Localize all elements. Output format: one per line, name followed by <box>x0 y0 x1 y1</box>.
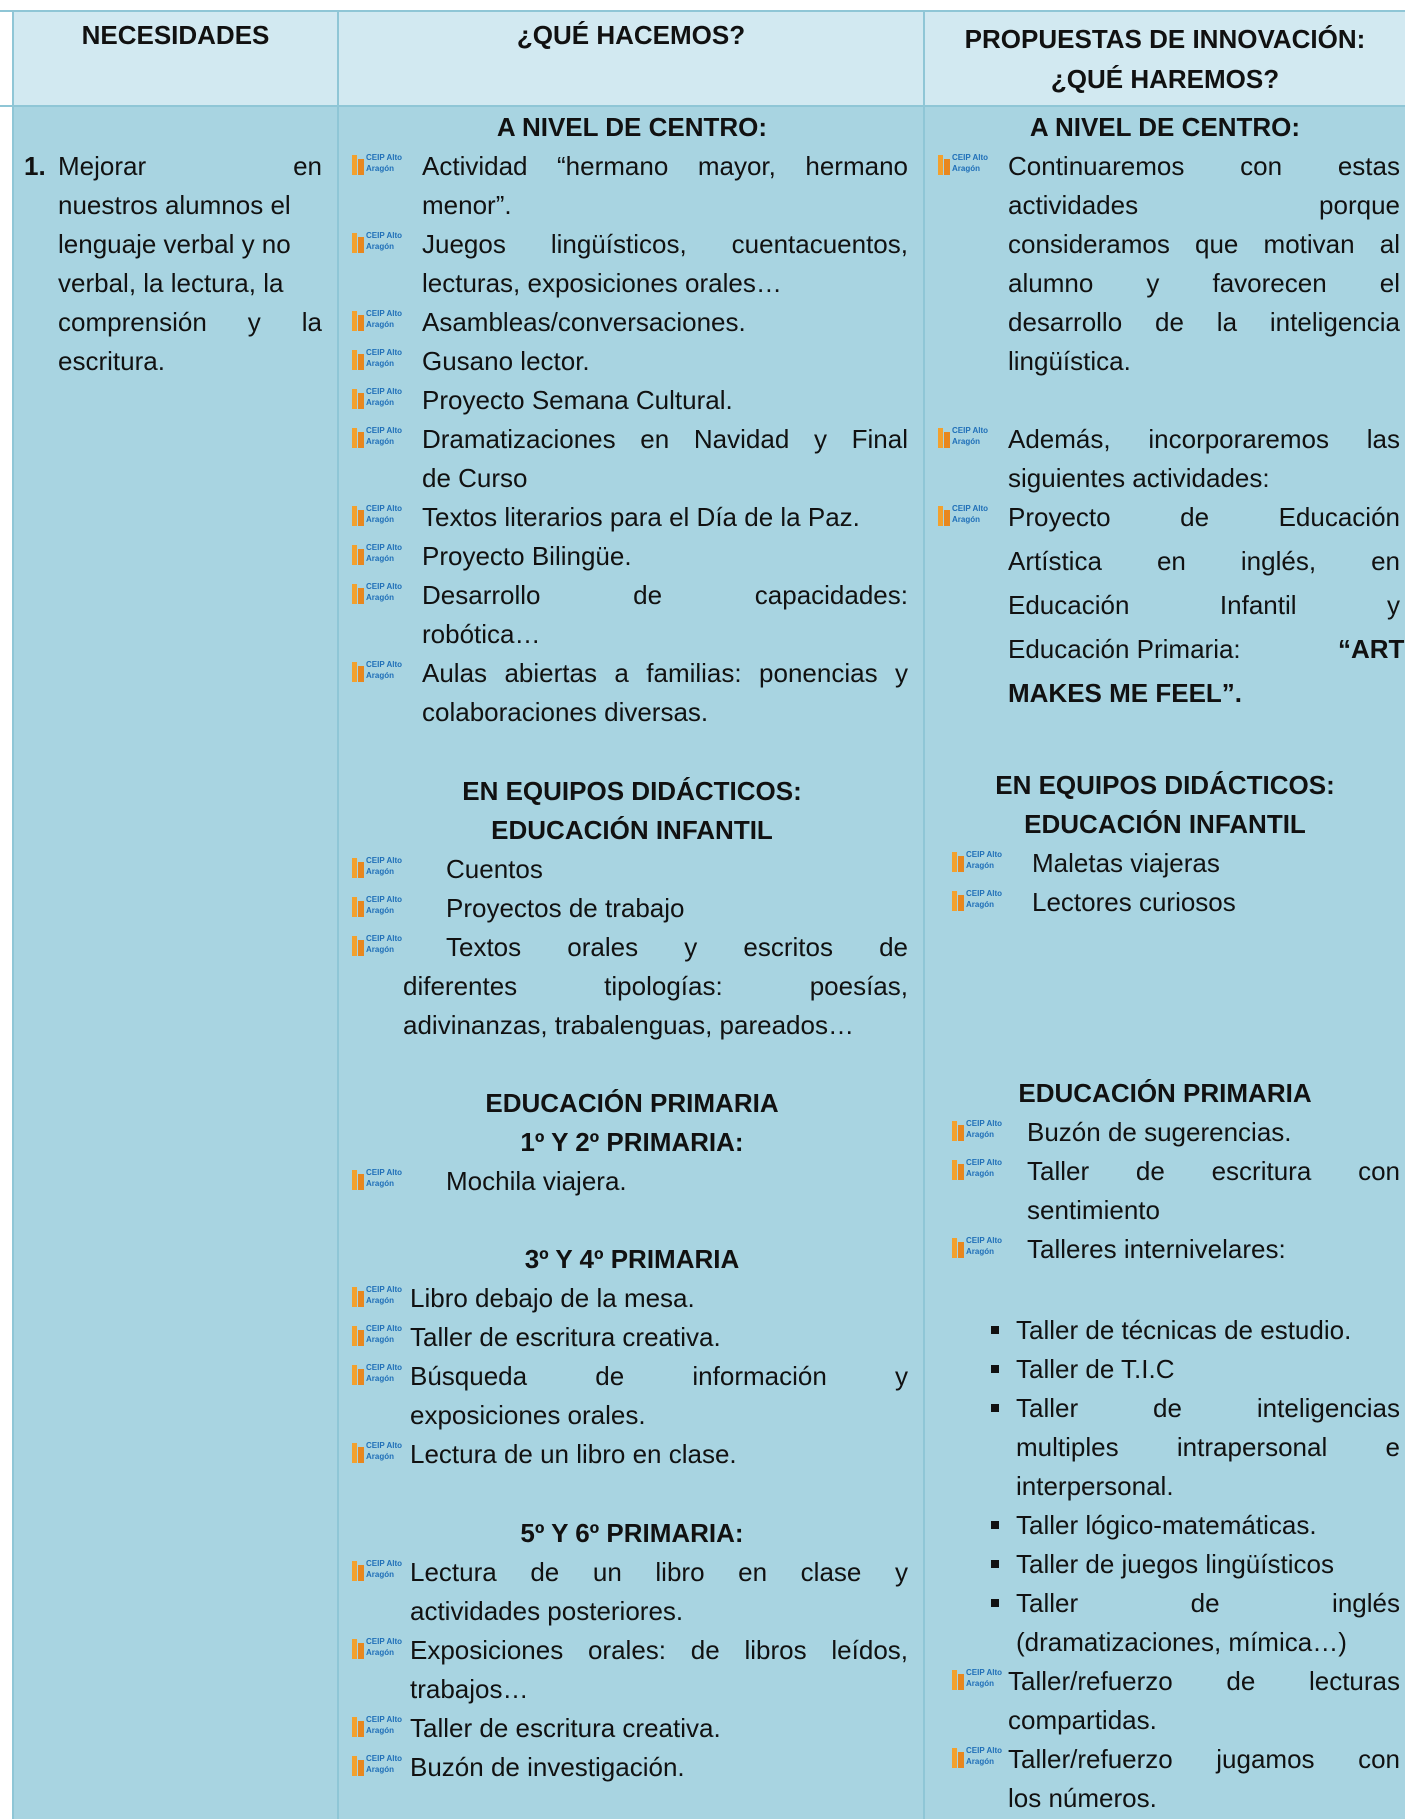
col3-ademas-item: siguientes actividades: <box>1008 463 1270 493</box>
ceip-alto-aragon-logo-icon <box>352 1559 404 1583</box>
ceip-alto-aragon-logo-icon <box>352 1363 404 1387</box>
logo-text: CEIP Alto <box>366 309 403 318</box>
bullet-square-icon <box>991 1365 999 1373</box>
bullet-square-icon <box>991 1404 999 1412</box>
ceip-alto-aragon-logo-icon <box>952 1236 1004 1260</box>
col3-proyecto-item: Educación Primaria: <box>1008 634 1241 664</box>
logo-text: CEIP Alto <box>366 153 403 162</box>
col3-centro-item: alumno y favorecen el <box>1008 268 1400 298</box>
logo-text: Aragón <box>366 242 394 251</box>
ceip-alto-aragon-logo-icon <box>352 309 404 333</box>
ceip-alto-aragon-logo-icon <box>352 387 404 411</box>
col3-infantil-item: Lectores curiosos <box>1032 887 1236 917</box>
col3-proyecto-item: Educación Infantil y <box>1008 590 1400 620</box>
col2-infantil-item: adivinanzas, trabalenguas, pareados… <box>403 1010 854 1040</box>
logo-text: Aragón <box>952 515 980 524</box>
ceip-alto-aragon-logo-icon <box>352 660 404 684</box>
col2-centro-item: de Curso <box>422 463 528 493</box>
col3-primaria-heading: EDUCACIÓN PRIMARIA <box>1018 1078 1312 1108</box>
col2-p34-item: exposiciones orales. <box>410 1400 646 1430</box>
logo-text: Aragón <box>966 1247 994 1256</box>
logo-text: Aragón <box>366 867 394 876</box>
logo-text: Aragón <box>366 1726 394 1735</box>
header-que-hacemos-label: ¿QUÉ HACEMOS? <box>516 20 746 50</box>
col3-taller-item: (dramatizaciones, mímica…) <box>1016 1627 1347 1657</box>
col3-primaria-item: sentimiento <box>1027 1195 1160 1225</box>
logo-text: CEIP Alto <box>952 426 989 435</box>
logo-text: Aragón <box>366 437 394 446</box>
logo-text: Aragón <box>966 1130 994 1139</box>
col3-proyecto-item: Artística en inglés, en <box>1008 546 1400 576</box>
ceip-alto-aragon-logo-icon <box>352 1168 404 1192</box>
col3-infantil-item: Maletas viajeras <box>1032 848 1220 878</box>
ceip-alto-aragon-logo-icon <box>352 231 404 255</box>
ceip-alto-aragon-logo-icon <box>352 153 404 177</box>
table-border-header <box>0 105 1405 107</box>
col3-taller-item: Taller de inglés <box>1016 1588 1400 1618</box>
logo-text: Aragón <box>966 861 994 870</box>
logo-text: CEIP Alto <box>366 1754 403 1763</box>
col2-infantil-item: Textos orales y escritos de <box>446 932 908 962</box>
ceip-alto-aragon-logo-icon <box>952 1668 1004 1692</box>
col3-refuerzo-item: los números. <box>1008 1783 1157 1813</box>
logo-text: CEIP Alto <box>366 231 403 240</box>
need-line: Mejorar en <box>58 151 322 181</box>
col2-equipos-heading: EN EQUIPOS DIDÁCTICOS: <box>462 776 802 806</box>
col3-centro-item: actividades porque <box>1008 190 1400 220</box>
col2-infantil-item: Proyectos de trabajo <box>446 893 685 923</box>
table-border-top <box>0 10 1405 12</box>
col2-centro-item: Asambleas/conversaciones. <box>422 307 746 337</box>
logo-text: CEIP Alto <box>366 1441 403 1450</box>
bullet-square-icon <box>991 1521 999 1529</box>
need-line: lenguaje verbal y no <box>58 229 291 259</box>
col2-centro-heading: A NIVEL DE CENTRO: <box>496 112 768 142</box>
col3-refuerzo-item: compartidas. <box>1008 1705 1157 1735</box>
table-border-left <box>12 10 14 1819</box>
ceip-alto-aragon-logo-icon <box>352 1324 404 1348</box>
logo-text: CEIP Alto <box>366 1363 403 1372</box>
header-necesidades-label: NECESIDADES <box>81 20 270 50</box>
logo-text: CEIP Alto <box>366 1285 403 1294</box>
need-line: escritura. <box>58 346 165 376</box>
logo-text: Aragón <box>366 1374 394 1383</box>
col3-proyecto-bold: “ART <box>1338 634 1405 664</box>
bullet-square-icon <box>991 1560 999 1568</box>
col3-equipos-heading: EN EQUIPOS DIDÁCTICOS: <box>995 770 1335 800</box>
col3-refuerzo-item: Taller/refuerzo jugamos con <box>1008 1744 1400 1774</box>
ceip-alto-aragon-logo-icon <box>952 1158 1004 1182</box>
col3-centro-item: lingüística. <box>1008 346 1131 376</box>
col3-taller-item: Taller de T.I.C <box>1016 1354 1175 1384</box>
logo-text: CEIP Alto <box>366 387 403 396</box>
logo-text: CEIP Alto <box>952 504 989 513</box>
col2-p56-heading: 5º Y 6º PRIMARIA: <box>520 1518 744 1548</box>
logo-text: CEIP Alto <box>366 426 403 435</box>
logo-text: Aragón <box>966 1169 994 1178</box>
logo-text: Aragón <box>966 900 994 909</box>
logo-text: Aragón <box>366 1335 394 1344</box>
col2-p56-item: Exposiciones orales: de libros leídos, <box>410 1635 908 1665</box>
col3-infantil-heading: EDUCACIÓN INFANTIL <box>1024 809 1306 839</box>
col2-p34-heading: 3º Y 4º PRIMARIA <box>524 1244 740 1274</box>
logo-text: CEIP Alto <box>366 504 403 513</box>
col2-infantil-item: diferentes tipologías: poesías, <box>403 971 908 1001</box>
logo-text: CEIP Alto <box>952 153 989 162</box>
ceip-alto-aragon-logo-icon <box>938 504 990 528</box>
col2-centro-item: menor”. <box>422 190 512 220</box>
ceip-alto-aragon-logo-icon <box>352 895 404 919</box>
col2-centro-item: Textos literarios para el Día de la Paz. <box>422 502 860 532</box>
need-number: 1. <box>24 151 46 181</box>
logo-text: Aragón <box>952 437 980 446</box>
logo-text: CEIP Alto <box>966 1119 1003 1128</box>
col3-refuerzo-item: Taller/refuerzo de lecturas <box>1008 1666 1400 1696</box>
bullet-square-icon <box>991 1326 999 1334</box>
logo-text: Aragón <box>366 398 394 407</box>
logo-text: Aragón <box>952 164 980 173</box>
logo-text: CEIP Alto <box>366 934 403 943</box>
ceip-alto-aragon-logo-icon <box>352 934 404 958</box>
col2-p56-item: Buzón de investigación. <box>410 1752 685 1782</box>
logo-text: Aragón <box>366 359 394 368</box>
logo-text: CEIP Alto <box>966 1746 1003 1755</box>
ceip-alto-aragon-logo-icon <box>952 1119 1004 1143</box>
logo-text: CEIP Alto <box>366 1637 403 1646</box>
ceip-alto-aragon-logo-icon <box>352 582 404 606</box>
ceip-alto-aragon-logo-icon <box>352 348 404 372</box>
header-propuestas <box>925 12 1405 105</box>
col2-centro-item: Actividad “hermano mayor, hermano <box>422 151 908 181</box>
col3-proyecto-item: Proyecto de Educación <box>1008 502 1400 532</box>
ceip-alto-aragon-logo-icon <box>952 850 1004 874</box>
logo-text: Aragón <box>366 945 394 954</box>
col2-centro-item: Proyecto Bilingüe. <box>422 541 632 571</box>
header-propuestas-line2: ¿QUÉ HAREMOS? <box>1050 63 1280 94</box>
col2-centro-item: Desarrollo de capacidades: <box>422 580 908 610</box>
ceip-alto-aragon-logo-icon <box>352 1715 404 1739</box>
col3-taller-item: Taller de inteligencias <box>1016 1393 1400 1423</box>
col3-primaria-item: Talleres internivelares: <box>1027 1234 1286 1264</box>
logo-text: CEIP Alto <box>366 856 403 865</box>
col3-primaria-item: Taller de escritura con <box>1027 1156 1400 1186</box>
col3-centro-heading: A NIVEL DE CENTRO: <box>1029 112 1301 142</box>
logo-text: CEIP Alto <box>966 850 1003 859</box>
logo-text: Aragón <box>966 1757 994 1766</box>
logo-text: Aragón <box>366 320 394 329</box>
col2-p34-item: Libro debajo de la mesa. <box>410 1283 695 1313</box>
logo-text: CEIP Alto <box>966 889 1003 898</box>
col2-p56-item: Taller de escritura creativa. <box>410 1713 721 1743</box>
col2-centro-item: Dramatizaciones en Navidad y Final <box>422 424 908 454</box>
logo-text: Aragón <box>366 906 394 915</box>
need-line: comprensión y la <box>58 307 322 337</box>
ceip-alto-aragon-logo-icon <box>352 1285 404 1309</box>
col3-taller-item: multiples intrapersonal e <box>1016 1432 1400 1462</box>
logo-text: CEIP Alto <box>366 1559 403 1568</box>
logo-text: CEIP Alto <box>366 1324 403 1333</box>
logo-text: CEIP Alto <box>366 660 403 669</box>
col2-primaria-heading: EDUCACIÓN PRIMARIA <box>485 1088 779 1118</box>
col2-p34-item: Búsqueda de información y <box>410 1361 908 1391</box>
bullet-square-icon <box>991 1599 999 1607</box>
col2-p34-item: Lectura de un libro en clase. <box>410 1439 737 1469</box>
col3-ademas-item: Además, incorporaremos las <box>1008 424 1400 454</box>
col2-p12-item: Mochila viajera. <box>446 1166 627 1196</box>
logo-text: Aragón <box>366 1452 394 1461</box>
ceip-alto-aragon-logo-icon <box>352 426 404 450</box>
logo-text: Aragón <box>366 1648 394 1657</box>
ceip-alto-aragon-logo-icon <box>352 504 404 528</box>
logo-text: CEIP Alto <box>966 1158 1003 1167</box>
ceip-alto-aragon-logo-icon <box>352 1441 404 1465</box>
logo-text: Aragón <box>366 554 394 563</box>
logo-text: CEIP Alto <box>366 348 403 357</box>
logo-text: Aragón <box>366 164 394 173</box>
ceip-alto-aragon-logo-icon <box>952 889 1004 913</box>
col2-p56-item: trabajos… <box>410 1674 529 1704</box>
ceip-alto-aragon-logo-icon <box>952 1746 1004 1770</box>
logo-text: Aragón <box>366 593 394 602</box>
col2-centro-item: Proyecto Semana Cultural. <box>422 385 733 415</box>
logo-text: CEIP Alto <box>966 1236 1003 1245</box>
ceip-alto-aragon-logo-icon <box>352 1637 404 1661</box>
col2-p34-item: Taller de escritura creativa. <box>410 1322 721 1352</box>
logo-text: Aragón <box>366 1765 394 1774</box>
col3-centro-item: desarrollo de la inteligencia <box>1008 307 1400 337</box>
logo-text: Aragón <box>366 1296 394 1305</box>
logo-text: CEIP Alto <box>366 895 403 904</box>
col2-p56-item: Lectura de un libro en clase y <box>410 1557 908 1587</box>
need-line: nuestros alumnos el <box>58 190 291 220</box>
col2-centro-item: Juegos lingüísticos, cuentacuentos, <box>422 229 908 259</box>
col3-centro-item: consideramos que motivan al <box>1008 229 1400 259</box>
logo-text: CEIP Alto <box>966 1668 1003 1677</box>
need-line: verbal, la lectura, la <box>58 268 284 298</box>
logo-text: Aragón <box>366 1570 394 1579</box>
col3-taller-item: Taller lógico-matemáticas. <box>1016 1510 1317 1540</box>
ceip-alto-aragon-logo-icon <box>352 856 404 880</box>
logo-text: CEIP Alto <box>366 582 403 591</box>
ceip-alto-aragon-logo-icon <box>352 1754 404 1778</box>
logo-text: CEIP Alto <box>366 1168 403 1177</box>
logo-text: CEIP Alto <box>366 1715 403 1724</box>
col2-infantil-item: Cuentos <box>446 854 543 884</box>
col2-infantil-heading: EDUCACIÓN INFANTIL <box>491 815 773 845</box>
header-necesidades <box>14 12 339 105</box>
col3-primaria-item: Buzón de sugerencias. <box>1027 1117 1292 1147</box>
col3-centro-item: Continuaremos con estas <box>1008 151 1400 181</box>
col2-p12-heading: 1º Y 2º PRIMARIA: <box>520 1127 744 1157</box>
col2-p56-item: actividades posteriores. <box>410 1596 684 1626</box>
logo-text: Aragón <box>366 1179 394 1188</box>
col3-taller-item: Taller de técnicas de estudio. <box>1016 1315 1352 1345</box>
ceip-alto-aragon-logo-icon <box>938 426 990 450</box>
col3-proyecto-bold: MAKES ME FEEL”. <box>1008 678 1243 708</box>
logo-text: Aragón <box>966 1679 994 1688</box>
col3-taller-item: Taller de juegos lingüísticos <box>1016 1549 1334 1579</box>
logo-text: CEIP Alto <box>366 543 403 552</box>
col2-centro-item: robótica… <box>422 619 541 649</box>
col2-centro-item: colaboraciones diversas. <box>422 697 709 727</box>
col2-centro-item: Aulas abiertas a familias: ponencias y <box>422 658 908 688</box>
header-que-hacemos <box>339 12 925 105</box>
ceip-alto-aragon-logo-icon <box>938 153 990 177</box>
col2-centro-item: lecturas, exposiciones orales… <box>422 268 782 298</box>
logo-text: Aragón <box>366 671 394 680</box>
logo-text: Aragón <box>366 515 394 524</box>
col3-taller-item: interpersonal. <box>1016 1471 1174 1501</box>
ceip-alto-aragon-logo-icon <box>352 543 404 567</box>
header-propuestas-line1: PROPUESTAS DE INNOVACIÓN: <box>964 23 1366 54</box>
col2-centro-item: Gusano lector. <box>422 346 590 376</box>
